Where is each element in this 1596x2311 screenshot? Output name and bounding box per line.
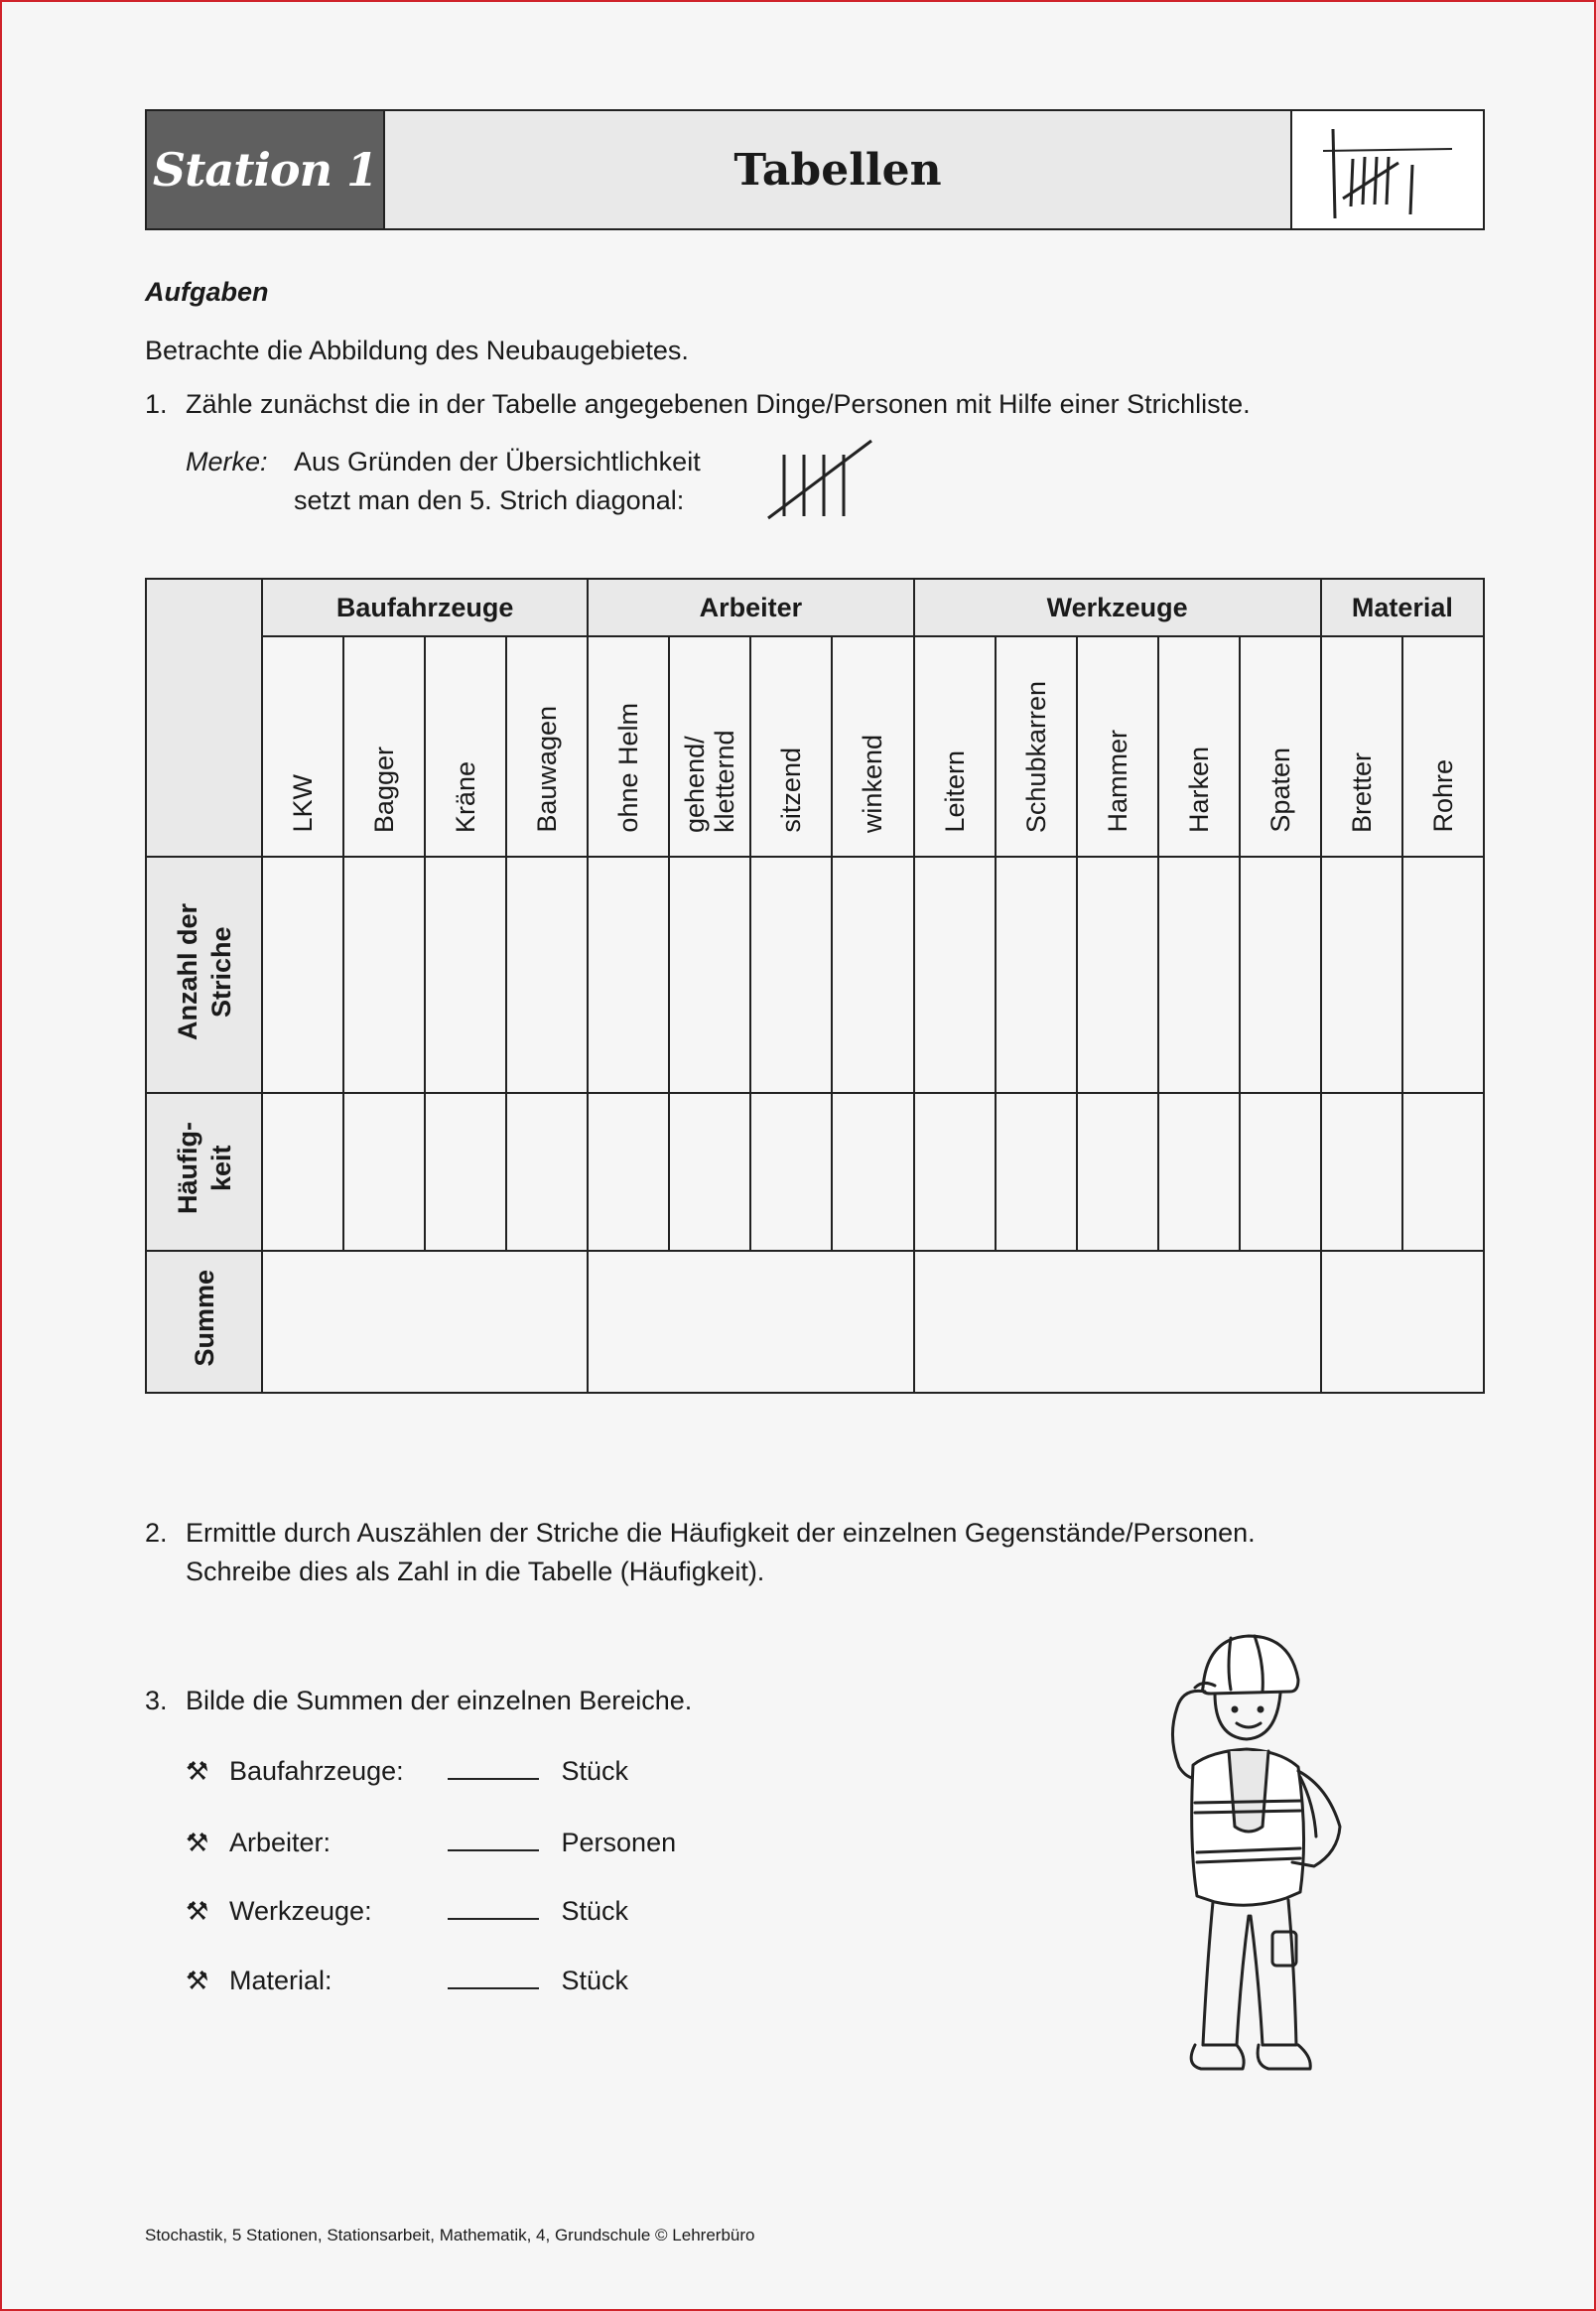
task2-line2: Schreibe dies als Zahl in die Tabelle (Häufigkeit). bbox=[186, 1557, 765, 1586]
task3-text: Bilde die Summen der einzelnen Bereiche. bbox=[186, 1686, 693, 1715]
tally-cell[interactable] bbox=[996, 857, 1077, 1093]
answer-blank[interactable] bbox=[448, 1754, 539, 1780]
column-header bbox=[588, 636, 669, 857]
row-header-summe bbox=[146, 1251, 262, 1393]
frequency-cell[interactable] bbox=[425, 1093, 506, 1251]
tally-cell[interactable] bbox=[343, 857, 425, 1093]
group-header-arbeiter: Arbeiter bbox=[588, 579, 913, 636]
sum-item-label: Werkzeuge: bbox=[229, 1896, 372, 1926]
column-header bbox=[750, 636, 832, 857]
construction-worker-illustration bbox=[1131, 1628, 1370, 2080]
group-header-baufahrzeuge: Baufahrzeuge bbox=[262, 579, 588, 636]
column-label: Kräne bbox=[451, 760, 481, 833]
tally-cell[interactable] bbox=[669, 857, 750, 1093]
column-header bbox=[1321, 636, 1402, 857]
column-header bbox=[832, 636, 913, 857]
tally-cell[interactable] bbox=[1321, 857, 1402, 1093]
column-label: Hammer bbox=[1102, 730, 1132, 833]
sum-cell-material[interactable] bbox=[1321, 1251, 1484, 1393]
column-label: gehend/ kletternd bbox=[680, 730, 740, 833]
tally-table bbox=[145, 578, 1485, 1394]
tools-icon: ⚒ bbox=[186, 1896, 209, 1926]
task1-text: Zähle zunächst die in der Tabelle angegebenen Dinge/Personen mit Hilfe einer Strichliste. bbox=[186, 389, 1251, 419]
sum-item-label: Baufahrzeuge: bbox=[229, 1756, 404, 1786]
page-title: Tabellen bbox=[385, 111, 1292, 228]
column-header bbox=[669, 636, 750, 857]
sum-item-baufahrzeuge bbox=[186, 1752, 628, 1790]
column-header bbox=[262, 636, 343, 857]
station-header bbox=[145, 109, 1485, 230]
column-label: LKW bbox=[288, 774, 319, 833]
column-header bbox=[1158, 636, 1240, 857]
row-label: Häufig- keit bbox=[172, 1122, 236, 1215]
sum-item-unit: Stück bbox=[561, 1896, 629, 1926]
sum-item-label: Arbeiter: bbox=[229, 1828, 332, 1857]
frequency-cell[interactable] bbox=[1077, 1093, 1158, 1251]
column-label: Leitern bbox=[939, 750, 970, 833]
frequency-cell[interactable] bbox=[669, 1093, 750, 1251]
sum-item-unit: Stück bbox=[561, 1756, 629, 1786]
frequency-cell[interactable] bbox=[1402, 1093, 1484, 1251]
column-label: Schubkarren bbox=[1020, 680, 1051, 833]
column-label: sitzend bbox=[776, 748, 807, 833]
answer-blank[interactable] bbox=[448, 1894, 539, 1920]
tools-icon: ⚒ bbox=[186, 1828, 209, 1857]
column-label: Rohre bbox=[1427, 759, 1458, 833]
frequency-cell[interactable] bbox=[1240, 1093, 1321, 1251]
column-label: ohne Helm bbox=[613, 703, 644, 833]
column-label: Bretter bbox=[1346, 751, 1377, 833]
tools-icon: ⚒ bbox=[186, 1966, 209, 1995]
tally-cell[interactable] bbox=[506, 857, 588, 1093]
column-header bbox=[343, 636, 425, 857]
column-header bbox=[1240, 636, 1321, 857]
frequency-cell[interactable] bbox=[343, 1093, 425, 1251]
row-header-haeufigkeit bbox=[146, 1093, 262, 1251]
frequency-cell[interactable] bbox=[1321, 1093, 1402, 1251]
answer-blank[interactable] bbox=[448, 1964, 539, 1989]
frequency-cell[interactable] bbox=[832, 1093, 913, 1251]
merke-label: Merke: bbox=[186, 447, 268, 476]
sum-item-unit: Stück bbox=[561, 1966, 629, 1995]
sum-item-label: Material: bbox=[229, 1966, 332, 1995]
tasks-heading: Aufgaben bbox=[145, 277, 269, 307]
sum-item-unit: Personen bbox=[561, 1828, 677, 1857]
frequency-cell[interactable] bbox=[914, 1093, 996, 1251]
tally-cell[interactable] bbox=[588, 857, 669, 1093]
footer-text: Stochastik, 5 Stationen, Stationsarbeit, Mathematik, 4, Grundschule © Lehrerbüro bbox=[145, 2226, 755, 2244]
task2-line1: Ermittle durch Auszählen der Striche die Häufigkeit der einzelnen Gegenstände/Personen. bbox=[186, 1518, 1256, 1548]
column-header bbox=[1402, 636, 1484, 857]
column-label: Bagger bbox=[369, 746, 400, 833]
group-header-material: Material bbox=[1321, 579, 1484, 636]
tally-cell[interactable] bbox=[1077, 857, 1158, 1093]
group-header-werkzeuge: Werkzeuge bbox=[914, 579, 1321, 636]
tally-cell[interactable] bbox=[262, 857, 343, 1093]
sum-cell-baufahrzeuge[interactable] bbox=[262, 1251, 588, 1393]
column-header bbox=[996, 636, 1077, 857]
answer-blank[interactable] bbox=[448, 1826, 539, 1851]
row-label: Summe bbox=[189, 1270, 219, 1367]
tools-icon: ⚒ bbox=[186, 1756, 209, 1786]
column-header bbox=[1077, 636, 1158, 857]
sum-cell-arbeiter[interactable] bbox=[588, 1251, 913, 1393]
tally-cell[interactable] bbox=[425, 857, 506, 1093]
tally-cell[interactable] bbox=[1158, 857, 1240, 1093]
intro-text: Betrachte die Abbildung des Neubaugebietes. bbox=[145, 336, 689, 365]
column-header bbox=[506, 636, 588, 857]
task2-number: 2. bbox=[145, 1518, 168, 1548]
column-label: Harken bbox=[1183, 746, 1214, 833]
merke-line2: setzt man den 5. Strich diagonal: bbox=[294, 485, 685, 515]
sum-item-arbeiter bbox=[186, 1824, 676, 1861]
frequency-cell[interactable] bbox=[588, 1093, 669, 1251]
column-header bbox=[914, 636, 996, 857]
table-corner bbox=[146, 579, 262, 857]
frequency-cell[interactable] bbox=[996, 1093, 1077, 1251]
column-label: winkend bbox=[858, 734, 888, 833]
column-label: Spaten bbox=[1264, 748, 1295, 833]
column-label: Bauwagen bbox=[532, 706, 563, 833]
task1-number: 1. bbox=[145, 389, 168, 419]
tally-marks-icon bbox=[1292, 111, 1483, 228]
tally-cell[interactable] bbox=[832, 857, 913, 1093]
task3-number: 3. bbox=[145, 1686, 168, 1715]
column-header bbox=[425, 636, 506, 857]
tally-cell[interactable] bbox=[1240, 857, 1321, 1093]
tally-cell[interactable] bbox=[914, 857, 996, 1093]
frequency-cell[interactable] bbox=[506, 1093, 588, 1251]
station-label: Station 1 bbox=[147, 111, 385, 228]
tally-cell[interactable] bbox=[1402, 857, 1484, 1093]
tally-cell[interactable] bbox=[750, 857, 832, 1093]
frequency-cell[interactable] bbox=[1158, 1093, 1240, 1251]
sum-cell-werkzeuge[interactable] bbox=[914, 1251, 1321, 1393]
sum-item-material bbox=[186, 1962, 628, 1999]
row-header-anzahl bbox=[146, 857, 262, 1093]
tally-example-icon bbox=[762, 437, 873, 531]
row-label: Anzahl der Striche bbox=[172, 902, 236, 1040]
sum-item-werkzeuge bbox=[186, 1892, 628, 1930]
frequency-cell[interactable] bbox=[262, 1093, 343, 1251]
merke-line1: Aus Gründen der Übersichtlichkeit bbox=[294, 447, 701, 476]
frequency-cell[interactable] bbox=[750, 1093, 832, 1251]
